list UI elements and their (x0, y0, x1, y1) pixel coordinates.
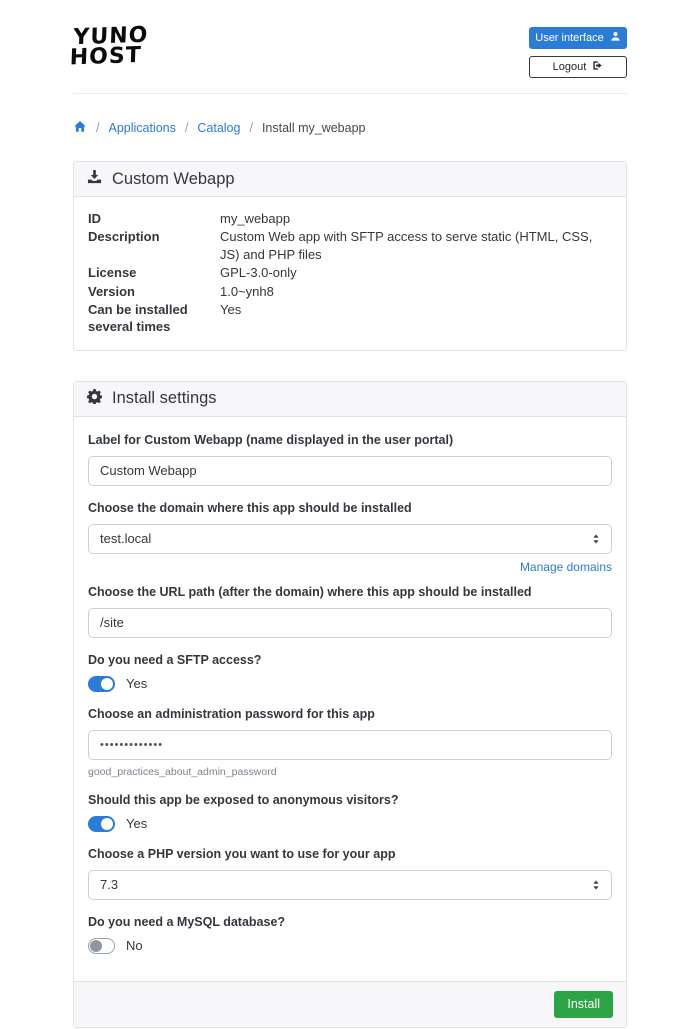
logo-line-1: YUNO (72, 22, 149, 51)
breadcrumb-separator: / (184, 121, 189, 135)
info-value: 1.0~ynh8 (220, 283, 274, 299)
manage-domains-link[interactable]: Manage domains (519, 559, 612, 574)
sftp-toggle-label: Yes (126, 676, 148, 692)
breadcrumb-home-link[interactable] (73, 120, 87, 136)
info-value: Yes (220, 302, 242, 318)
install-settings-panel-header (74, 382, 626, 417)
app-info-panel-title: Custom Webapp (112, 169, 235, 188)
admin-password-input[interactable] (88, 730, 612, 760)
php-version-select-value: 7.3 (88, 870, 612, 900)
info-label: Can be installed several times (88, 302, 188, 335)
php-version-select[interactable] (88, 870, 612, 900)
install-button[interactable]: Install (554, 991, 613, 1018)
php-label: Choose a PHP version you want to use for your app (88, 846, 396, 861)
user-interface-label: User interface (535, 32, 604, 44)
sftp-label: Do you need a SFTP access? (88, 652, 262, 667)
yunohost-logo[interactable] (69, 22, 149, 71)
form-group-sftp (88, 653, 612, 692)
toggle-knob (90, 940, 102, 952)
mysql-label: Do you need a MySQL database? (88, 914, 286, 929)
breadcrumb (73, 120, 627, 136)
expose-toggle[interactable] (88, 816, 115, 832)
mysql-toggle-label: No (126, 938, 143, 954)
install-settings-panel-footer (74, 981, 626, 1027)
info-label: Description (88, 229, 160, 245)
info-value: GPL-3.0-only (220, 265, 297, 281)
app-info-panel (73, 161, 627, 351)
url-path-input[interactable] (88, 608, 612, 638)
info-label: Version (88, 283, 135, 299)
logout-button[interactable] (529, 56, 627, 78)
toggle-knob (101, 678, 113, 690)
info-value: my_webapp (220, 211, 291, 226)
gear-icon (87, 389, 102, 409)
install-settings-panel-title: Install settings (112, 389, 217, 408)
top-bar (69, 0, 627, 78)
download-icon (87, 169, 102, 189)
header-buttons (529, 27, 627, 78)
breadcrumb-separator: / (96, 121, 100, 135)
expose-toggle-row (88, 816, 612, 832)
form-group-app-label (88, 433, 612, 486)
app-label-label: Label for Custom Webapp (name displayed in the user portal) (88, 432, 454, 447)
breadcrumb-separator: / (249, 121, 253, 135)
password-helper-text: good_practices_about_admin_password (88, 765, 277, 778)
user-interface-button[interactable] (529, 27, 627, 49)
form-group-domain (88, 501, 612, 574)
expose-toggle-label: Yes (126, 816, 148, 832)
app-label-input[interactable] (88, 456, 612, 486)
sftp-toggle[interactable] (88, 676, 115, 692)
info-row (88, 210, 612, 227)
logout-label: Logout (552, 61, 587, 73)
user-icon (610, 31, 621, 45)
domain-select[interactable] (88, 524, 612, 554)
breadcrumb-link-catalog[interactable]: Catalog (197, 121, 241, 135)
header-divider (73, 93, 627, 94)
manage-domains-row (88, 559, 612, 574)
breadcrumb-current: Install my_webapp (261, 121, 366, 135)
domain-select-value: test.local (88, 524, 612, 554)
info-value: Custom Web app with SFTP access to serve static (HTML, CSS, JS) and PHP files (220, 229, 593, 262)
info-row (88, 283, 612, 300)
sftp-toggle-row (88, 676, 612, 692)
form-group-password (88, 707, 612, 778)
password-label: Choose an administration password for this app (88, 706, 375, 721)
app-info-panel-body (74, 197, 626, 350)
install-settings-panel-body (74, 417, 626, 981)
form-group-mysql (88, 915, 612, 954)
home-icon (73, 120, 87, 136)
info-row (88, 264, 612, 281)
mysql-toggle[interactable] (88, 938, 115, 954)
domain-label: Choose the domain where this app should be installed (88, 500, 412, 515)
mysql-toggle-row (88, 938, 612, 954)
breadcrumb-link-applications[interactable]: Applications (108, 121, 176, 135)
toggle-knob (101, 818, 113, 830)
form-group-php (88, 847, 612, 900)
logout-icon (592, 60, 603, 74)
path-label: Choose the URL path (after the domain) where this app should be installed (88, 584, 532, 599)
info-label: ID (88, 211, 101, 226)
info-row (88, 228, 612, 263)
app-info-panel-header (74, 162, 626, 197)
logo-line-2: HOST (69, 43, 143, 71)
form-group-path (88, 585, 612, 638)
install-settings-panel (73, 381, 627, 1028)
info-label: License (88, 265, 137, 281)
form-group-expose (88, 793, 612, 832)
expose-label: Should this app be exposed to anonymous visitors? (88, 792, 399, 807)
info-row (88, 301, 612, 336)
